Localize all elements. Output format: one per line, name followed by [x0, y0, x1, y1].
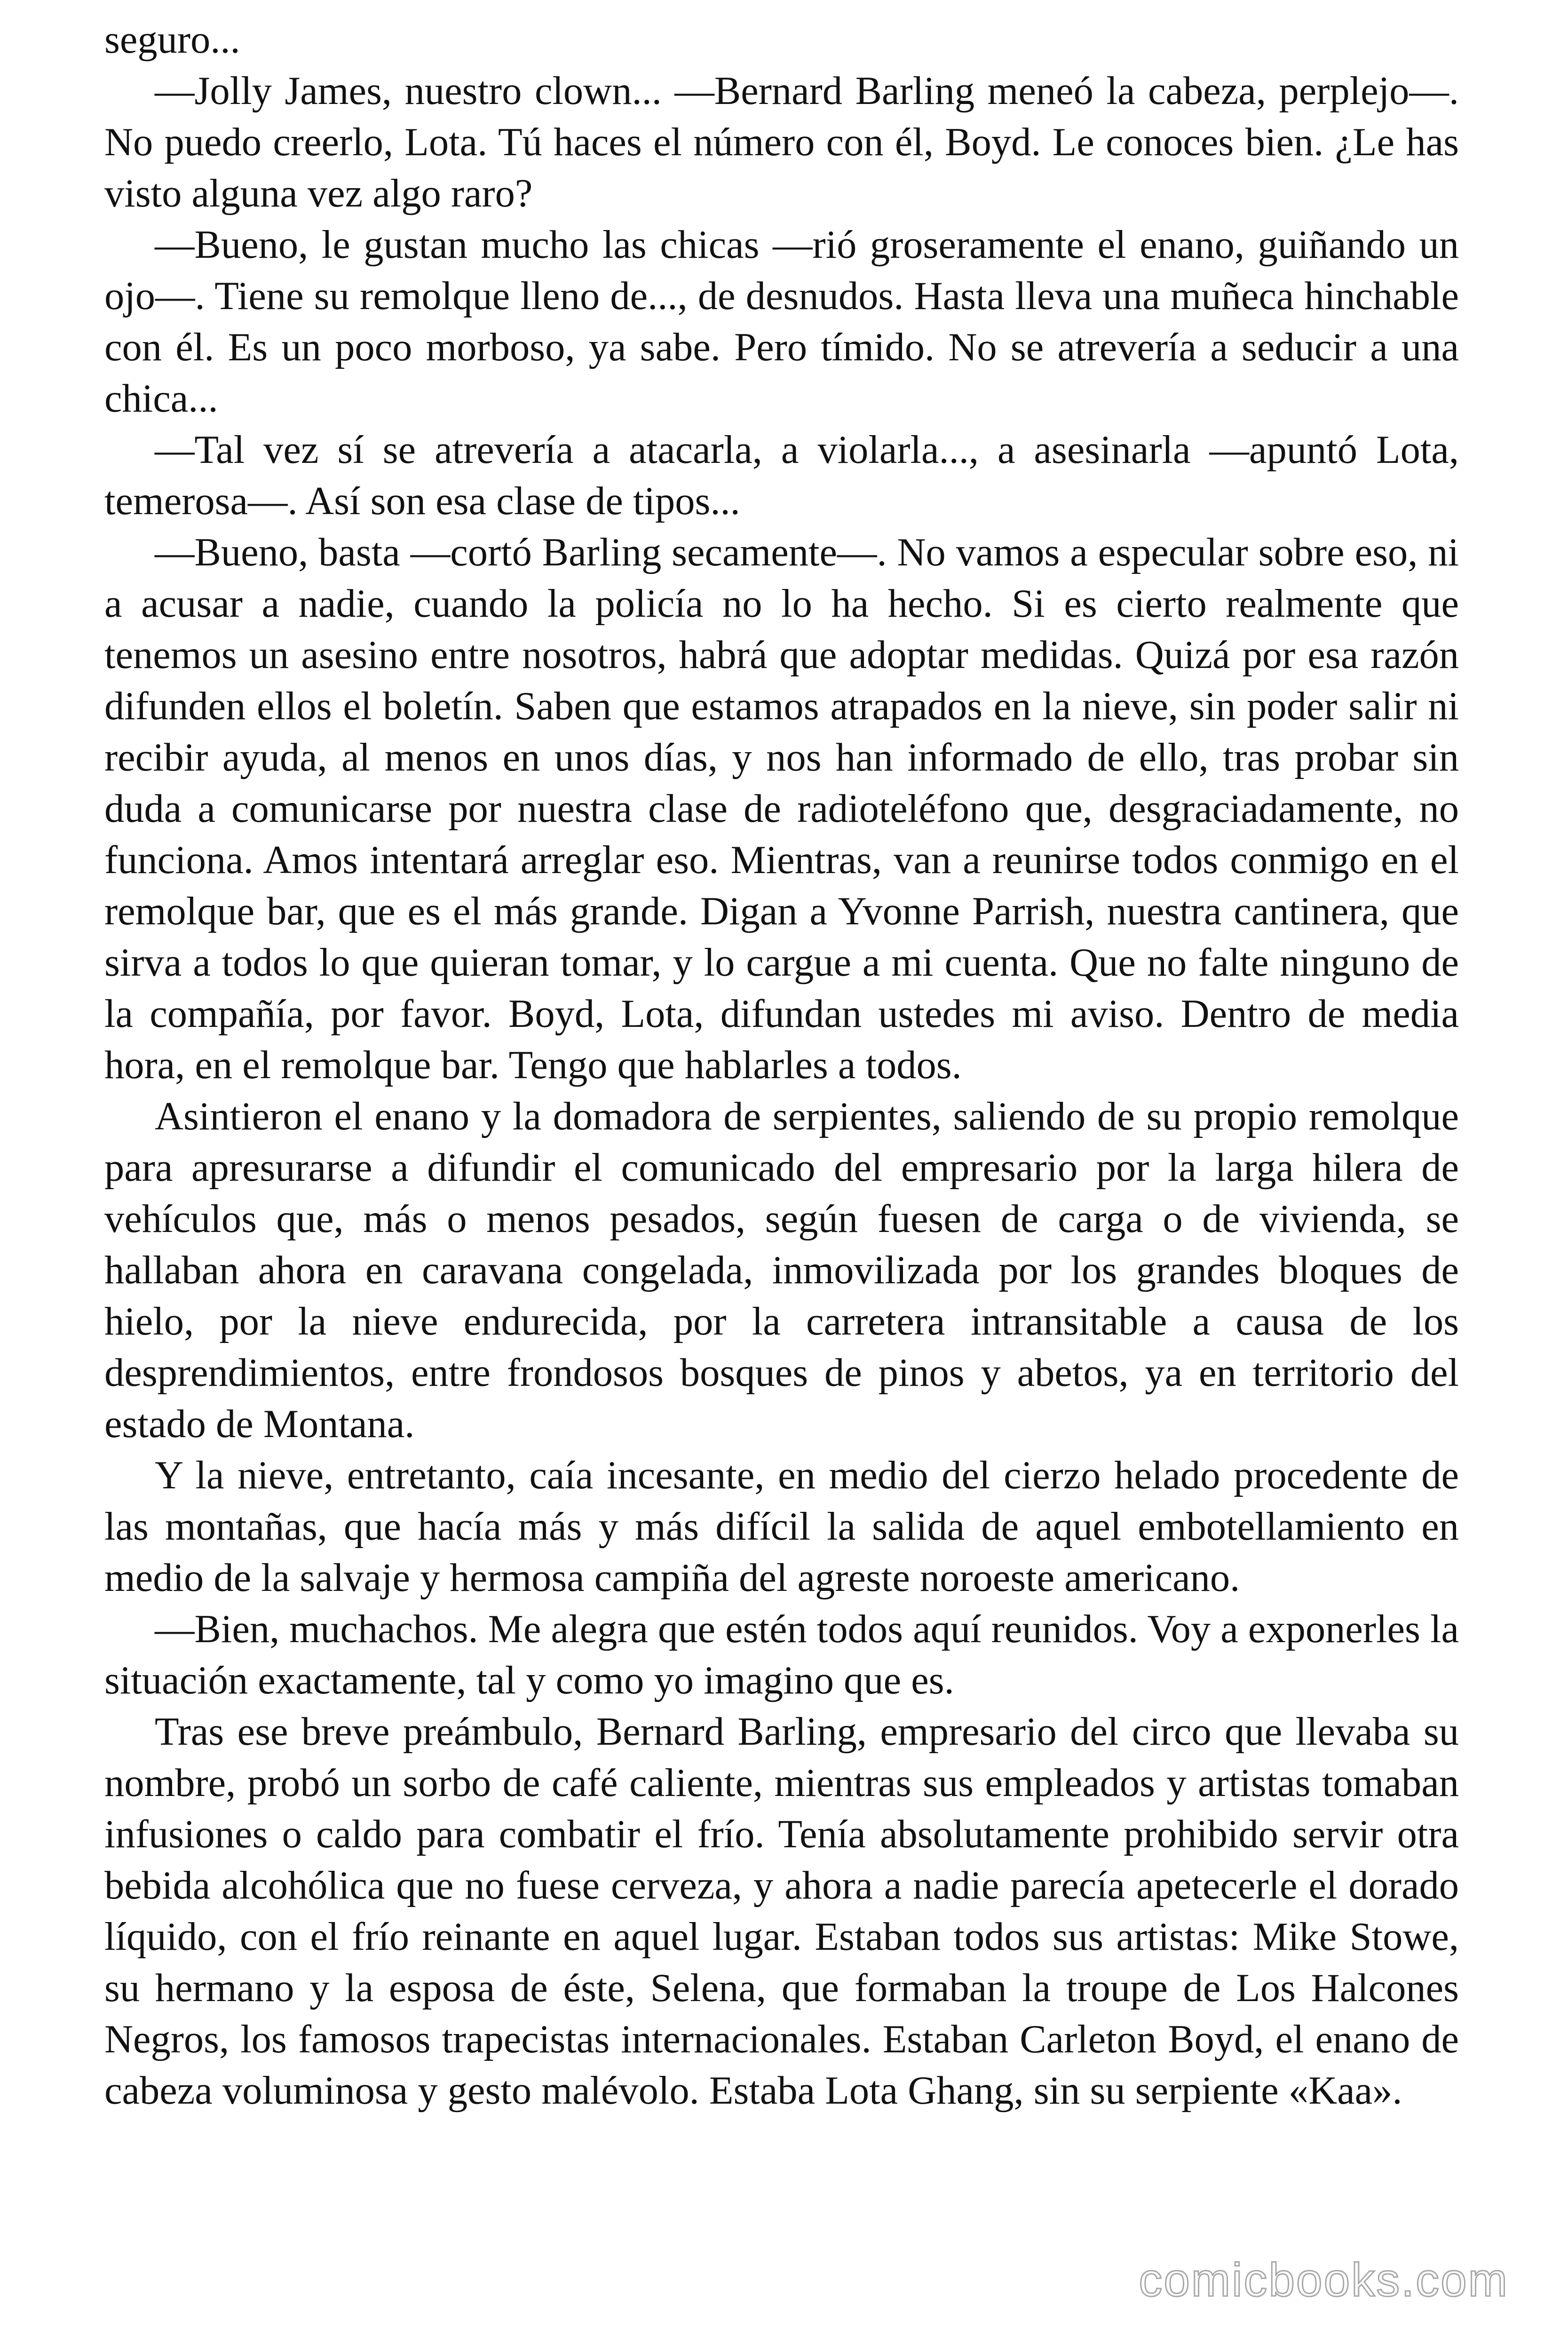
paragraph-9: Tras ese breve preámbulo, Bernard Barling, empresario del circo que llevaba su nombre, probó un sorbo de café caliente, mientras sus empleados y artistas tomaban infusiones o caldo para combatir el frío. Tenía absolutamente prohibido servir otra bebida alcohólica que no fuese cerveza, y ahora a nadie parecía apetecerle el dorado líquido, con el frío reinante en aquel lugar. Estaban todos sus artistas: Mike Stowe, su hermano y la esposa de éste, Selena, que formaban la troupe de Los Halcones Negros, los famosos trapecistas internacionales. Estaban Carleton Boyd, el enano de cabeza voluminosa y gesto malévolo. Estaba Lota Ghang, sin su serpiente «Kaa». — [104, 1710, 1459, 2113]
paragraph-1: seguro... — [104, 18, 240, 62]
paragraph-5: —Bueno, basta —cortó Barling secamente—. No vamos a especular sobre eso, ni a acusar a nadie, cuando la policía no lo ha hecho. Si es cierto realmente que tenemos un asesino entre nosotros, habrá que adoptar medidas. Quizá por esa razón difunden ellos el boletín. Saben que estamos atrapados en la nieve, sin poder salir ni recibir ayuda, al menos en unos días, y nos han informado de ello, tras probar sin duda a comunicarse por nuestra clase de radioteléfono que, desgraciadamente, no funciona. Amos intentará arreglar eso. Mientras, van a reunirse todos conmigo en el remolque bar, que es el más grande. Digan a Yvonne Parrish, nuestra cantinera, que sirva a todos lo que quieran tomar, y lo cargue a mi cuenta. Que no falte ninguno de la compañía, por favor. Boyd, Lota, difundan ustedes mi aviso. Dentro de media hora, en el remolque bar. Tengo que hablarles a todos. — [104, 531, 1459, 1087]
paragraph-6: Asintieron el enano y la domadora de serpientes, saliendo de su propio remolque para apresurarse a difundir el comunicado del empresario por la larga hilera de vehículos que, más o menos pesados, según fuesen de carga o de vivienda, se hallaban ahora en caravana congelada, inmovilizada por los grandes bloques de hielo, por la nieve endurecida, por la carretera intransitable a causa de los desprendimientos, entre frondosos bosques de pinos y abetos, ya en territorio del estado de Montana. — [104, 1095, 1459, 1446]
page-body — [104, 14, 1459, 2116]
paragraph-3: —Bueno, le gustan mucho las chicas —rió groseramente el enano, guiñando un ojo—. Tiene su remolque lleno de..., de desnudos. Hasta lleva una muñeca hinchable con él. Es un poco morboso, ya sabe. Pero tímido. No se atrevería a seducir a una chica... — [104, 223, 1459, 421]
paragraph-7: Y la nieve, entretanto, caía incesante, en medio del cierzo helado procedente de las montañas, que hacía más y más difícil la salida de aquel embotellamiento en medio de la salvaje y hermosa campiña del agreste noroeste americano. — [104, 1454, 1459, 1600]
paragraph-4: —Tal vez sí se atrevería a atacarla, a violarla..., a asesinarla —apuntó Lota, temerosa—. Así son esa clase de tipos... — [104, 428, 1459, 523]
paragraph-8: —Bien, muchachos. Me alegra que estén todos aquí reunidos. Voy a exponerles la situación exactamente, tal y como yo imagino que es. — [104, 1607, 1459, 1702]
watermark-logo: comicbooks.com — [1139, 2254, 1509, 2306]
paragraph-2: —Jolly James, nuestro clown... —Bernard Barling meneó la cabeza, perplejo—. No puedo creerlo, Lota. Tú haces el número con él, Boyd. Le conoces bien. ¿Le has visto alguna vez algo raro? — [104, 69, 1459, 215]
